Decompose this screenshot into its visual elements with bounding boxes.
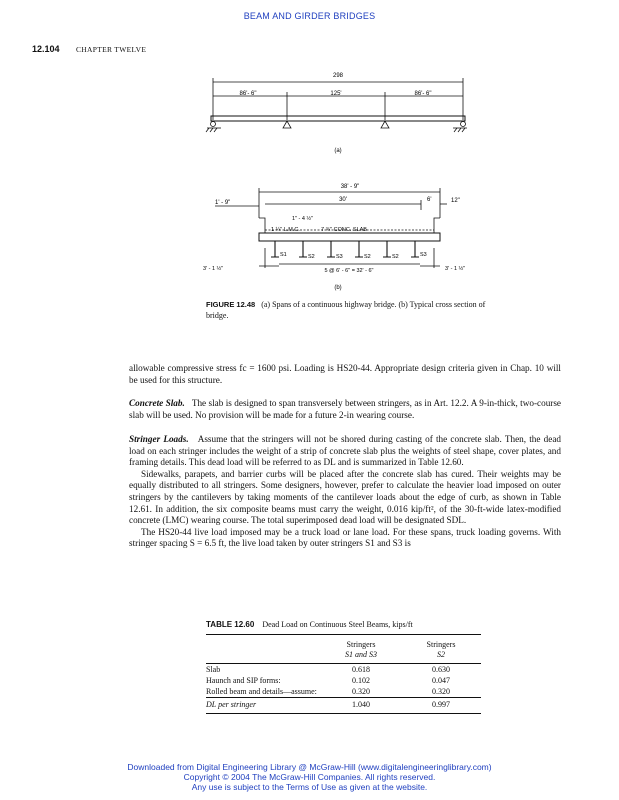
figure-caption [206,300,496,321]
lmc-label: 1 ¼" L.M.C. [271,227,300,233]
table-row: Rolled beam and details—assume: 0.320 0.320 [206,687,450,696]
footer-download-link[interactable]: Downloaded from Digital Engineering Library @ McGraw-Hill (www.digitalengineeringlibrary.com) [127,762,492,772]
overhang-right-label: 3' - 1 ½" [445,266,466,272]
stringer-label: S3 [420,252,427,258]
paragraph-text: The slab is designed to span transversely between stringers, as in Art. 12.2. A 9-in-thick, two-course slab will be used. No provision will be made for a future 2-in wearing course. [129,398,562,420]
page-number: 12.104 [32,44,60,54]
body-text-stringer [129,434,561,550]
body-text [129,363,561,386]
column-header: Stringers S2 [426,640,456,659]
section-heading: Stringer Loads. [129,434,189,444]
stringer-label: S2 [364,254,371,260]
table-row: Haunch and SIP forms: 0.102 0.047 [206,676,450,685]
figure-caption-text: (a) Spans of a continuous highway bridge. (b) Typical cross section of bridge. [206,300,486,320]
table-title [206,620,413,629]
stringer-label: S3 [336,254,343,260]
right-offset-label: 6' [427,197,432,203]
body-text-slab [129,398,561,421]
left-dim-label: 1' - 9" [215,200,231,206]
table-total-row: DL per stringer 1.040 0.997 [206,698,481,711]
table-label: TABLE 12.60 [206,620,255,629]
overall-width-label: 38' - 9" [340,184,360,190]
paragraph-text: Assume that the stringers will not be shored during casting of the concrete slab. Then, the dead load on each stringer includes the weight of a strip of concrete slab plus the weights of steel shape, cover plates, and framing details. This dead load will be referred to as DL and is summarized in Table 12.60. [129,434,561,468]
total-span-label: 298 [332,73,344,79]
dead-load-table [206,634,481,714]
stringer-label: S2 [308,254,315,260]
footer-copyright: Copyright © 2004 The McGraw-Hill Companies. All rights reserved. [183,772,436,782]
right-overhang-label: 12" [451,198,460,204]
column-header: Stringers S1 and S3 [345,640,377,659]
stringer-spacing-label: 5 @ 6' - 6" = 32' - 6" [324,268,374,274]
table-caption: Dead Load on Continuous Steel Beams, kips/ft [262,620,413,629]
paragraph: The HS20-44 live load imposed may be a truck load or lane load. For these spans, truck loading governs. With stringer spacing S = 6.5 ft, the live load taken by outer stringers S1 and S3 is [129,526,561,549]
figure-a-spans [206,78,467,132]
figure-caption-label: FIGURE 12.48 [206,300,256,309]
section-heading: Concrete Slab. [129,398,185,408]
stringer-label: S2 [392,254,399,260]
table-row: Slab 0.618 0.630 [206,665,450,674]
running-title: BEAM AND GIRDER BRIDGES [243,11,376,21]
overhang-left-label: 3' - 1 ½" [203,266,224,272]
figure-a-label: (a) [334,148,342,154]
center-span-label: 125' [330,91,342,97]
right-span-label: 86'- 6" [414,91,432,97]
paragraph [129,434,561,469]
roadway-width-label: 30' [339,197,347,203]
table-header [206,639,481,661]
figure-b-label: (b) [334,285,342,291]
left-span-label: 86'- 6" [239,91,257,97]
figure-12-48 [195,68,485,296]
paragraph [129,398,561,421]
stringer-label: S1 [280,252,287,258]
footer-terms[interactable]: Any use is subject to the Terms of Use as given at the website. [191,782,428,792]
slab-label: 7 ¾" CONC. SLAB [321,227,367,233]
chapter-title: CHAPTER TWELVE [76,45,147,54]
paragraph: Sidewalks, parapets, and barrier curbs will be placed after the concrete slab has cured. Their weights may be equally distributed to all stringers. Some designers, however, prefer to calculate the heavier load imposed on outer stringers by the cantilevers by taking moments of the cantilever loads about the edge of curb, as shown in Table 12.61. In addition, the six composite beams must carry the weight, 0.016 kip/ft², of the 30-ft-wide latex-modified concrete (LMC) wearing course. The total superimposed dead load will be designated SDL. [129,468,561,526]
paragraph: allowable compressive stress fc = 1600 psi. Loading is HS20-44. Appropriate design criteria given in Chap. 10 will be used for this structure. [129,363,561,385]
curb-dim-label: 1" - 4 ½" [292,216,314,222]
